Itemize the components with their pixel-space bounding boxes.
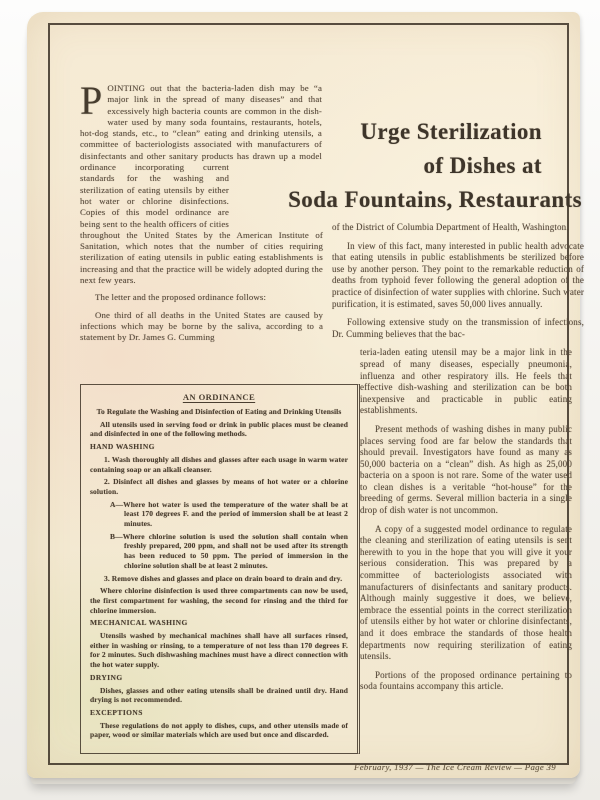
headline-line-2: of Dishes at	[423, 153, 542, 178]
ordinance-box	[80, 384, 360, 754]
ordinance-line: Utensils washed by mechanical machines shall have all surfaces rinsed, either in washing or rinsing, to a temperature of not less than 170 degrees F. for 2 minutes. Such dishwashing machines must have a direct connection with the hot water supply.	[90, 631, 348, 670]
headline-line-3: Soda Fountains, Restaurants	[288, 187, 582, 212]
right-column-body	[332, 222, 584, 693]
ordinance-line: 2. Disinfect all dishes and glasses by means of hot water or a chlorine solution.	[90, 477, 348, 496]
letter-intro-paragraph: The letter and the proposed ordinance follows:	[95, 292, 267, 303]
magazine-page	[27, 12, 584, 778]
ordinance-line: A—Where hot water is used the temperature of the water shall be at least 170 degrees F. and the period of immersion shall be at least 2 minutes.	[110, 499, 348, 529]
ordinance-line: Where chlorine disinfection is used three compartments can now be used, the first compartment for washing, the second for rinsing and the third for chlorine immersion.	[90, 586, 348, 615]
ordinance-line: To Regulate the Washing and Disinfection of Eating and Drinking Utensils	[96, 407, 342, 416]
body-paragraph: of the District of Columbia Department of Health, Washington.	[332, 222, 569, 232]
body-paragraph: In view of this fact, many interested in public health advocate that eating utensils in public establishments be sterilized before use by another person. They point to the remarkable reduction of deaths from typhoid fever following the general adoption of the practice of disinfection of water supplies with chlorine. Such water purification, it is estimated, saves 50,000 lives annually.	[332, 240, 584, 309]
drop-cap: P	[80, 78, 103, 123]
left-column	[80, 78, 323, 344]
page-border-frame	[48, 23, 584, 772]
ordinance-line: HAND WASHING	[90, 442, 155, 452]
headline-line-1: Urge Sterilization	[360, 119, 542, 144]
body-paragraph: teria-laden eating utensil may be a major link in the spread of many diseases, especially pneumonia, influenza and other respiratory ills. He feels that effective dish-washing and sterilization can be both inexpensive and practicable in public eating establishments.	[360, 347, 572, 416]
ordinance-box-title: AN ORDINANCE	[182, 392, 256, 402]
opening-paragraph	[80, 78, 323, 286]
one-third-paragraph: One third of all deaths in the United States are caused by infections which may be borne by the saliva, according to a statement by Dr. James G. Cumming	[80, 309, 323, 343]
ordinance-line: DRYING	[90, 672, 123, 682]
page-footer-credit: February, 1937 — The Ice Cream Review — Page 39	[354, 762, 556, 772]
headline-wrap-spacer	[229, 165, 323, 223]
body-paragraph: Present methods of washing dishes in many public places serving food are far below the standards that should prevail. Investigators have found as many as 50,000 bacteria on a “clean” dish. As high as 25,000 bacteria on a spoon is not rare. Some of the water used to clean dishes is a veritable “hot-house” for the breeding of germs. Several million bacteria in a single drop of dish water is not uncommon.	[360, 423, 572, 516]
body-paragraph: Portions of the proposed ordinance pertaining to soda fountains accompany this article.	[360, 669, 572, 692]
ordinance-line: These regulations do not apply to dishes, cups, and other utensils made of paper, wood or similar materials which are used but once and discarded.	[90, 720, 348, 740]
ordinance-line: Dishes, glasses and other eating utensils shall be drained until dry. Hand drying is not recommended.	[90, 685, 348, 705]
headline-wrap-spacer	[322, 83, 323, 165]
ordinance-line: 3. Remove dishes and glasses and place on drain board to drain and dry.	[104, 573, 343, 583]
body-paragraph: A copy of a suggested model ordinance to regulate the cleaning and sterilization of eating utensils is sent herewith to you in the hope that you will give it your serious consideration. This was prepared by a committee of bacteriologists associated with manufacturers of disinfectants and sanitary products. Although mainly suggestive it does, we believe, embrace the essential points in the correct sterilization of utensils either by hot water or chlorine disinfectants, and it does embrace the standards of those health departments now requiring sterilization of eating utensils.	[360, 523, 572, 662]
ordinance-line: MECHANICAL WASHING	[90, 618, 188, 628]
ordinance-line: EXCEPTIONS	[90, 707, 143, 717]
ordinance-line: 1. Wash thoroughly all dishes and glasses after each usage in warm water containing soap or an alkali cleanser.	[90, 454, 348, 474]
right-column	[332, 222, 584, 700]
ordinance-line: B—Where chlorine solution is used the solution shall contain when freshly prepared, 200 ppm, and shall not be used after its strength has been reduced to 50 ppm. The period of immersion in the chlorine solution shall be at least 2 minutes.	[110, 531, 348, 570]
body-paragraph: Following extensive study on the transmission of infections, Dr. Cumming believes that the bac-	[332, 317, 584, 339]
ordinance-line: All utensils used in serving food or drink in public places must be cleaned and disinfected in one of the following methods.	[90, 419, 348, 439]
opening-text: OINTING out that the bacteria-laden dish may be “a major link in the spread of many diseases” and that excessively high bacteria counts are common in the dish-water used by many soda fountains, restaurants, hotels, hot-dog stands, etc., to “clean” eating and drinking utensils, a committee of bacteriologists associated with manufacturers of disinfectants and other sanitary products has drawn up a model ordinance incorporating current standards for the washing and sterilization of eating utensils by either hot water or chlorine disinfections. Copies of this model ordinance are being sent to the health officers of cities throughout the United States by the American Institute of Sanitation, which notes that the number of cities requiring sterilization of eating utensils in public eating establishments is increasing and that the practice will be widely adopted during the next few years.	[80, 83, 323, 286]
ordinance-box-body	[90, 407, 348, 740]
